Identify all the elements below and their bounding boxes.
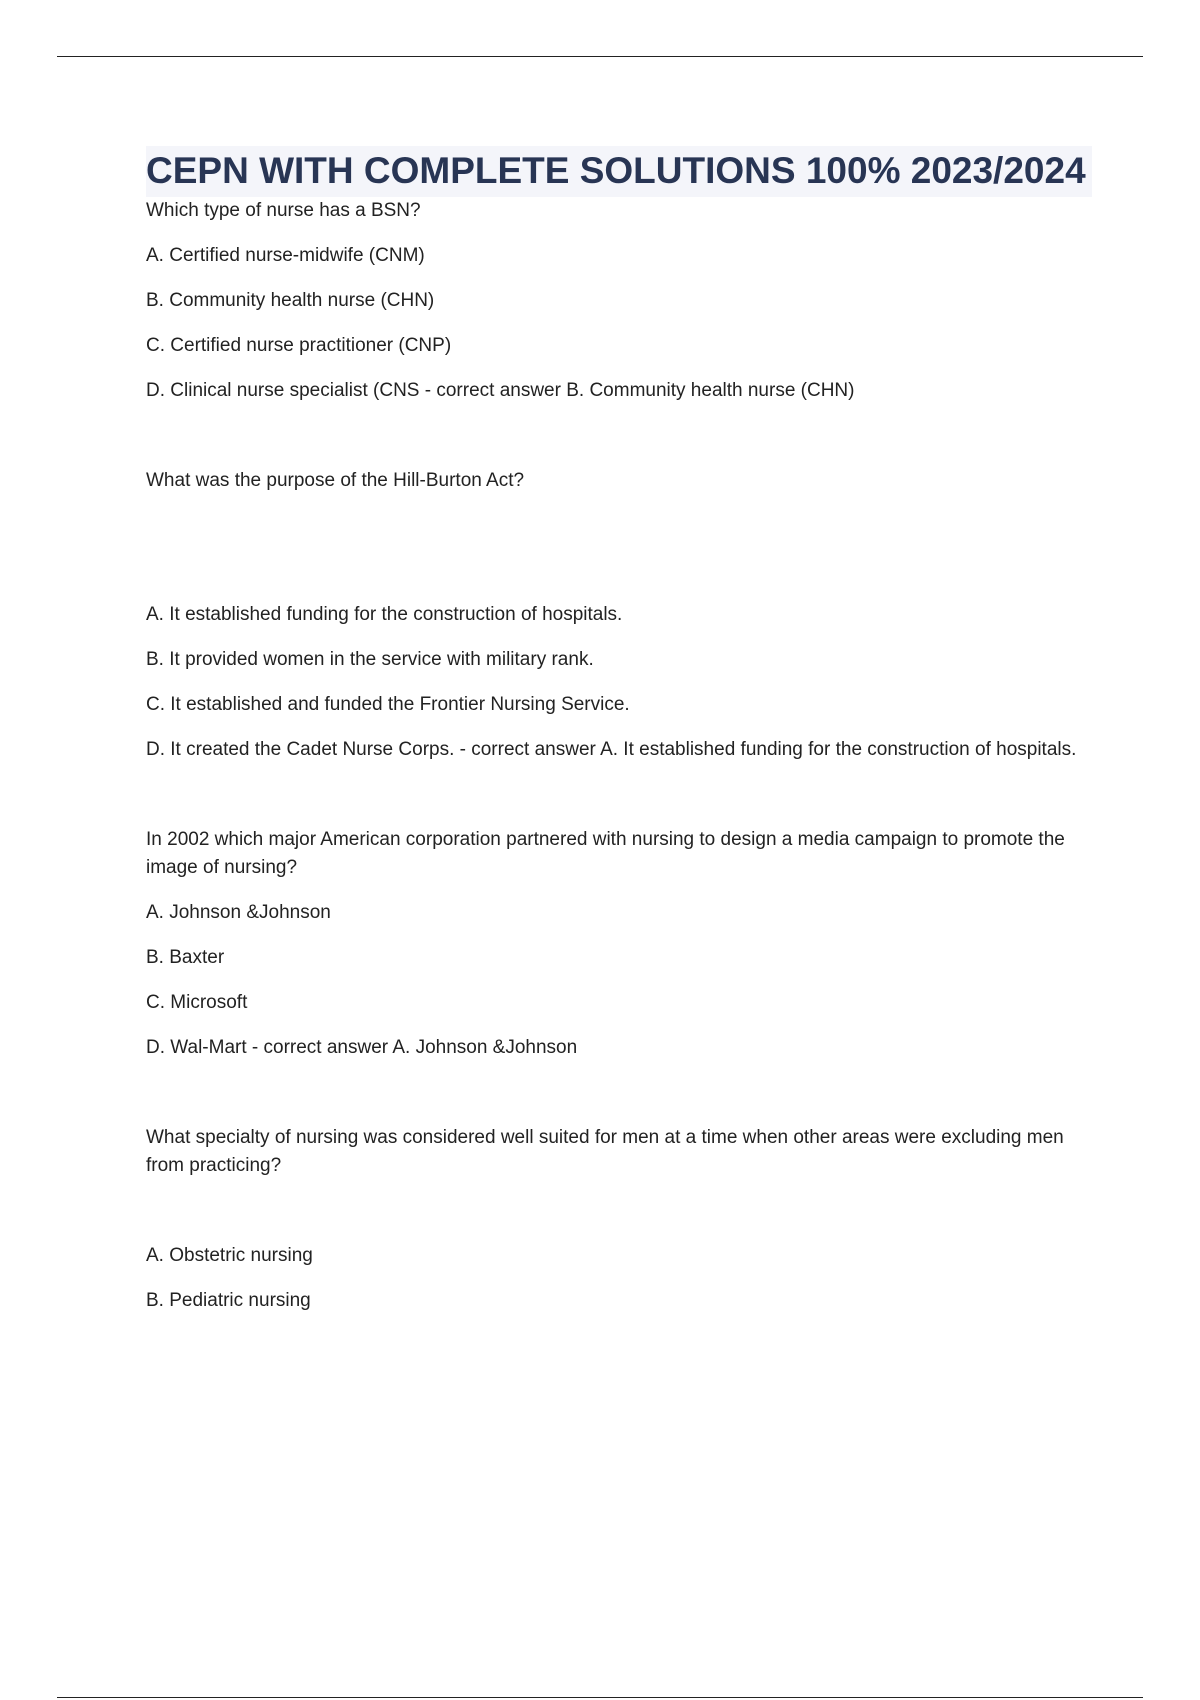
question-3: In 2002 which major American corporation partnered with nursing to design a media campaign to promote the image of nursing? xyxy=(146,829,1065,878)
question-1: Which type of nurse has a BSN? xyxy=(146,200,421,221)
question-1-option-a: A. Certified nurse-midwife (CNM) xyxy=(146,245,425,266)
question-3-option-c: C. Microsoft xyxy=(146,992,248,1013)
question-2-option-b: B. It provided women in the service with military rank. xyxy=(146,649,594,670)
question-2-option-c: C. It established and funded the Frontier Nursing Service. xyxy=(146,694,630,715)
question-4-option-a: A. Obstetric nursing xyxy=(146,1245,313,1266)
document-title: CEPN WITH COMPLETE SOLUTIONS 100% 2023/2024 xyxy=(146,150,1086,191)
title-banner xyxy=(146,146,1092,197)
question-2-option-a: A. It established funding for the construction of hospitals. xyxy=(146,604,623,625)
question-1-option-d: D. Clinical nurse specialist (CNS - correct answer B. Community health nurse (CHN) xyxy=(146,380,855,401)
question-4-option-b: B. Pediatric nursing xyxy=(146,1290,311,1311)
question-1-option-c: C. Certified nurse practitioner (CNP) xyxy=(146,335,452,356)
question-2-option-d: D. It created the Cadet Nurse Corps. - correct answer A. It established funding for the construction of hospitals. xyxy=(146,739,1077,760)
bottom-rule xyxy=(57,1697,1143,1698)
question-1-option-b: B. Community health nurse (CHN) xyxy=(146,290,435,311)
question-3-option-b: B. Baxter xyxy=(146,947,225,968)
question-3-option-a: A. Johnson &Johnson xyxy=(146,902,331,923)
question-4: What specialty of nursing was considered well suited for men at a time when other areas were excluding men from practicing? xyxy=(146,1127,1064,1176)
question-3-option-d: D. Wal-Mart - correct answer A. Johnson &Johnson xyxy=(146,1037,578,1058)
document-body xyxy=(146,146,1092,1332)
question-2: What was the purpose of the Hill-Burton Act? xyxy=(146,470,525,491)
top-rule xyxy=(57,56,1143,57)
question-list xyxy=(146,197,1092,1315)
